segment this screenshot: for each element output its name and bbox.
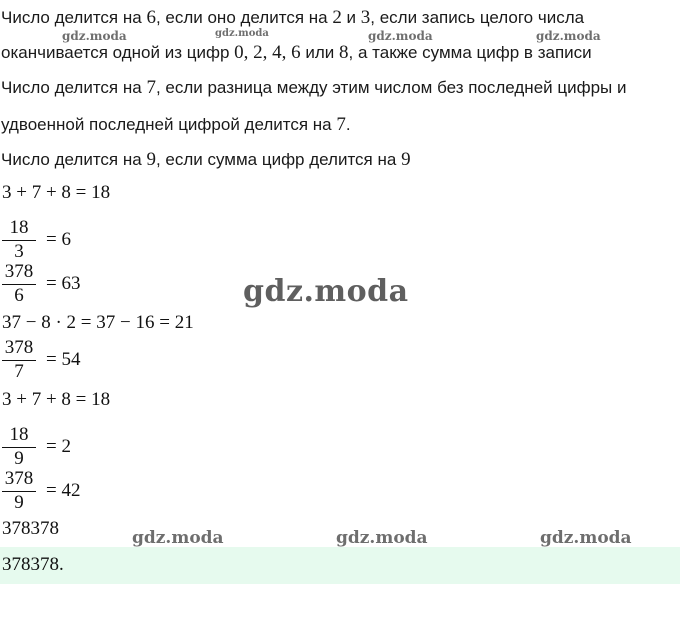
number-7: 7 bbox=[146, 77, 156, 98]
result: = 42 bbox=[46, 480, 81, 501]
watermark: gdz.moda bbox=[336, 528, 428, 548]
watermark: gdz.moda bbox=[368, 29, 433, 43]
numerator: 18 bbox=[9, 217, 29, 238]
watermark: gdz.moda bbox=[132, 528, 224, 548]
numerator: 378 bbox=[4, 261, 34, 282]
rule-text: , а также сумма цифр в записи bbox=[348, 43, 592, 62]
number-8: 8 bbox=[339, 42, 349, 63]
numerator: 378 bbox=[4, 468, 34, 489]
rule-text: , если разница между этим числом без последней цифры и bbox=[155, 78, 627, 97]
watermark: gdz.moda bbox=[62, 29, 127, 43]
watermark-large: gdz.moda bbox=[243, 274, 409, 309]
rule-text: и bbox=[341, 8, 361, 27]
rule-7-line-1 bbox=[1, 78, 626, 98]
rule-6-line-2 bbox=[1, 43, 592, 63]
result: = 2 bbox=[46, 436, 71, 457]
rule-9-line bbox=[1, 150, 411, 170]
watermark: gdz.moda bbox=[540, 528, 632, 548]
digit-sum-equation: 3 + 7 + 8 = 18 bbox=[2, 182, 111, 203]
numerator: 18 bbox=[9, 424, 29, 445]
rule-text: , если сумма цифр делится на bbox=[155, 150, 402, 169]
divisibility-by-7-calculation: 37 − 8 · 2 = 37 − 16 = 21 bbox=[2, 312, 194, 333]
digit-list: 0, 2, 4, 6 bbox=[234, 42, 301, 63]
rule-text: Число делится на bbox=[1, 150, 147, 169]
denominator: 7 bbox=[14, 361, 24, 382]
rule-text: или bbox=[300, 43, 340, 62]
rule-text: , если запись целого числа bbox=[370, 8, 585, 27]
denominator: 3 bbox=[14, 241, 24, 262]
denominator: 9 bbox=[14, 492, 24, 513]
rule-text: , если оно делится на bbox=[155, 8, 333, 27]
answer-text: 378378. bbox=[2, 554, 64, 575]
rule-text: . bbox=[345, 115, 351, 134]
number-3: 3 bbox=[360, 7, 371, 28]
rule-text: удвоенной последней цифрой делится на bbox=[1, 115, 337, 134]
number-7: 7 bbox=[336, 114, 346, 135]
result: = 6 bbox=[46, 229, 71, 250]
number-9: 9 bbox=[401, 149, 411, 170]
watermark: gdz.moda bbox=[215, 28, 269, 39]
denominator: 6 bbox=[14, 285, 24, 306]
answer-box bbox=[0, 547, 680, 584]
rule-text: оканчивается одной из цифр bbox=[1, 43, 235, 62]
rule-text: Число делится на bbox=[1, 78, 147, 97]
number-6: 6 bbox=[146, 7, 156, 28]
numerator: 378 bbox=[4, 337, 34, 358]
rule-7-line-2 bbox=[1, 115, 351, 135]
number-2: 2 bbox=[332, 7, 342, 28]
rule-6-line-1 bbox=[1, 8, 584, 28]
denominator: 9 bbox=[14, 448, 24, 469]
result: = 63 bbox=[46, 273, 81, 294]
rule-text: Число делится на bbox=[1, 8, 147, 27]
final-number: 378378 bbox=[2, 518, 59, 539]
digit-sum-equation: 3 + 7 + 8 = 18 bbox=[2, 389, 111, 410]
number-9: 9 bbox=[146, 149, 156, 170]
watermark: gdz.moda bbox=[536, 29, 601, 43]
result: = 54 bbox=[46, 349, 81, 370]
